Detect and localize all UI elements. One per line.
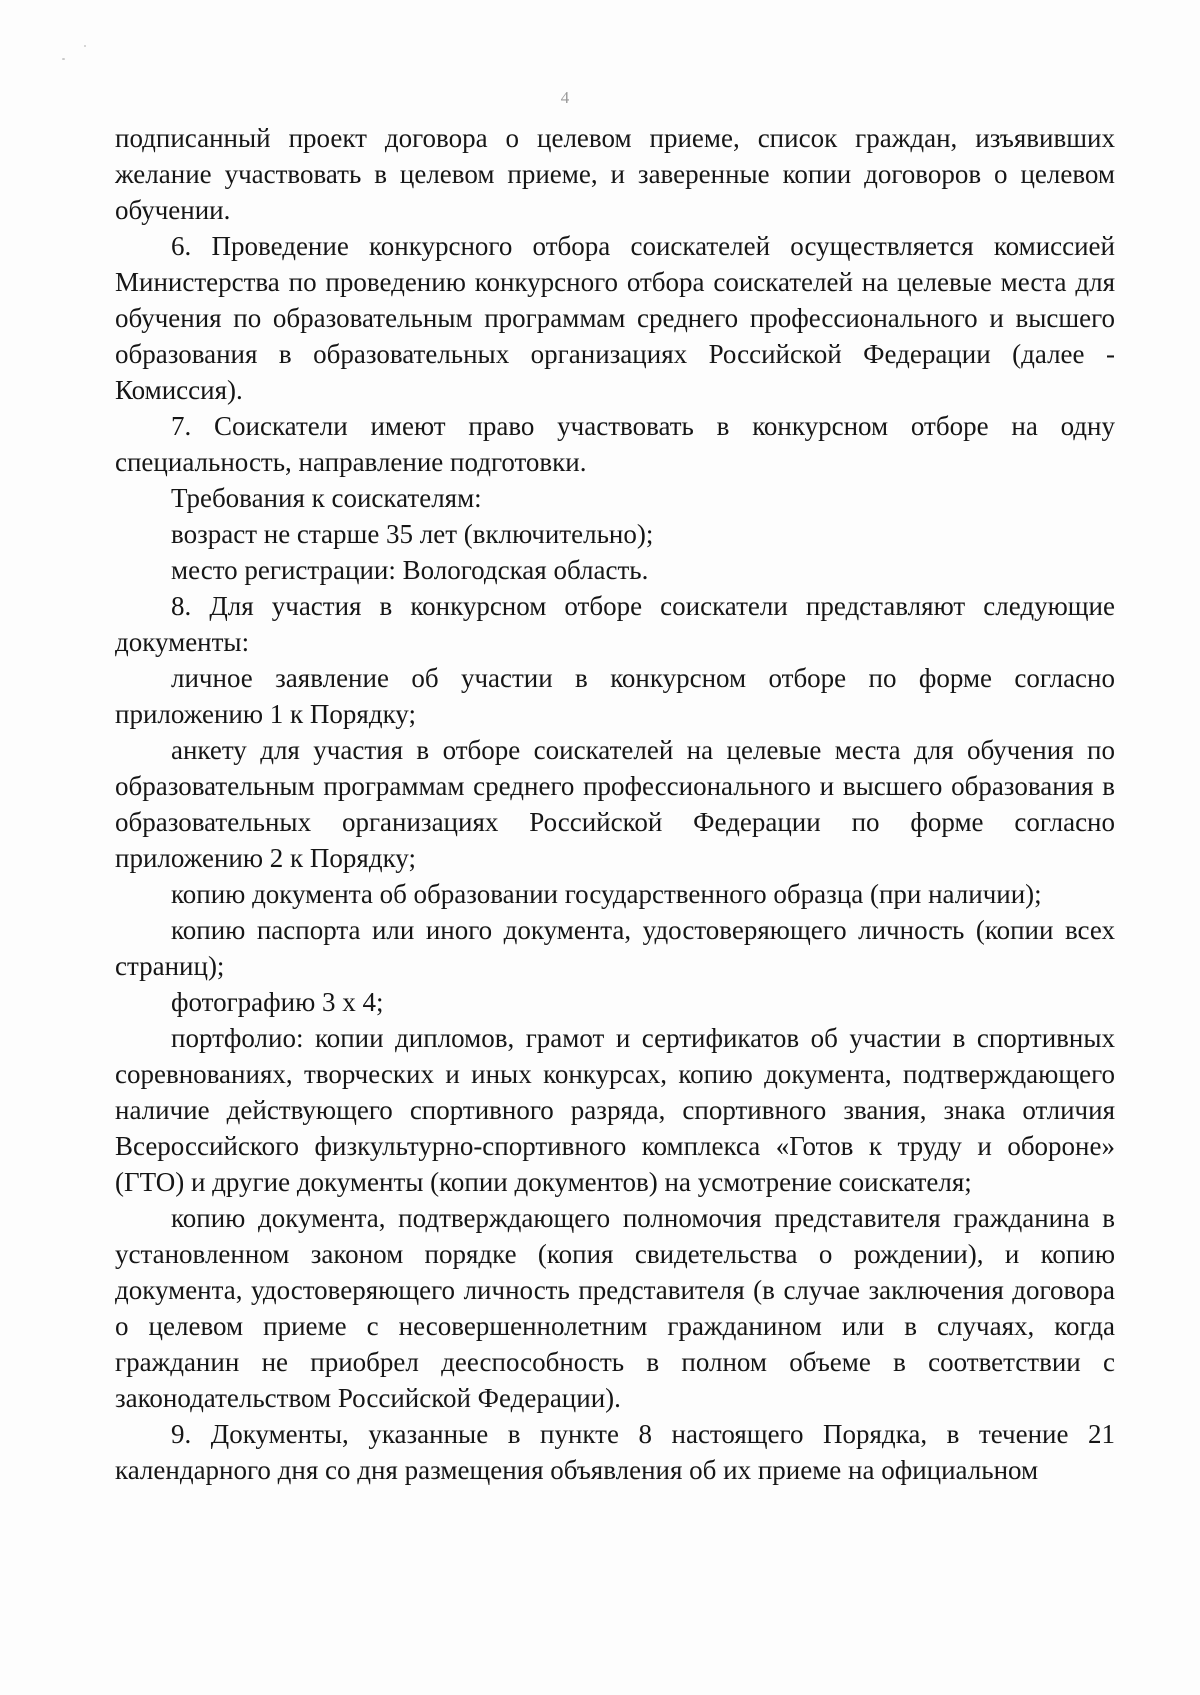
document-body (115, 120, 1115, 1488)
paragraph-doc-portfolio: портфолио: копии дипломов, грамот и сертификатов об участии в спортивных соревнованиях, творческих и иных конкурсах, копию документа, подтверждающего наличие действующего спортивного разряда, спортивного звания, знака отличия Всероссийского физкультурно-спортивного комплекса «Готов к труду и обороне» (ГТО) и другие документы (копии документов) на усмотрение соискателя; (115, 1023, 1115, 1197)
paragraph-doc-passport: копию паспорта или иного документа, удостоверяющего личность (копии всех страниц); (115, 915, 1115, 981)
paragraph-item-8: 8. Для участия в конкурсном отборе соискатели представляют следующие документы: (115, 591, 1115, 657)
paragraph-doc-representative: копию документа, подтверждающего полномочия представителя гражданина в установленном законом порядке (копия свидетельства о рождении), и копию документа, удостоверяющего личность представителя (в случае заключения договора о целевом приеме с несовершеннолетним гражданином или в случаях, когда гражданин не приобрел дееспособность в полном объеме в соответствии с законодательством Российской Федерации). (115, 1203, 1115, 1413)
paragraph-continuation: подписанный проект договора о целевом приеме, список граждан, изъявивших желание участвовать в целевом приеме, и заверенные копии договоров о целевом обучении. (115, 123, 1115, 225)
scan-artifact (84, 45, 86, 47)
paragraph-doc-application: личное заявление об участии в конкурсном отборе по форме согласно приложению 1 к Порядку; (115, 663, 1115, 729)
paragraph-item-9: 9. Документы, указанные в пункте 8 настоящего Порядка, в течение 21 календарного дня со дня размещения объявления об их приеме на официальном (115, 1419, 1115, 1485)
paragraph-doc-education: копию документа об образовании государственного образца (при наличии); (171, 879, 1042, 909)
paragraph-item-6: 6. Проведение конкурсного отбора соискателей осуществляется комиссией Министерства по проведению конкурсного отбора соискателей на целевые места для обучения по образовательным программам среднего профессионального и высшего образования в образовательных организациях Российской Федерации (далее - Комиссия). (115, 231, 1115, 405)
paragraph-doc-questionnaire: анкету для участия в отборе соискателей на целевые места для обучения по образовательным программам среднего профессионального и высшего образования в образовательных организациях Российской Федерации по форме согласно приложению 2 к Порядку; (115, 735, 1115, 873)
paragraph-requirement-registration: место регистрации: Вологодская область. (171, 555, 649, 585)
paragraph-doc-photo: фотографию 3 х 4; (171, 987, 384, 1017)
paragraph-requirement-age: возраст не старше 35 лет (включительно); (171, 519, 654, 549)
paragraph-requirements-heading: Требования к соискателям: (171, 483, 482, 513)
page-number: 4 (560, 88, 570, 107)
scan-artifact (62, 58, 65, 60)
paragraph-item-7: 7. Соискатели имеют право участвовать в конкурсном отборе на одну специальность, направление подготовки. (115, 411, 1115, 477)
